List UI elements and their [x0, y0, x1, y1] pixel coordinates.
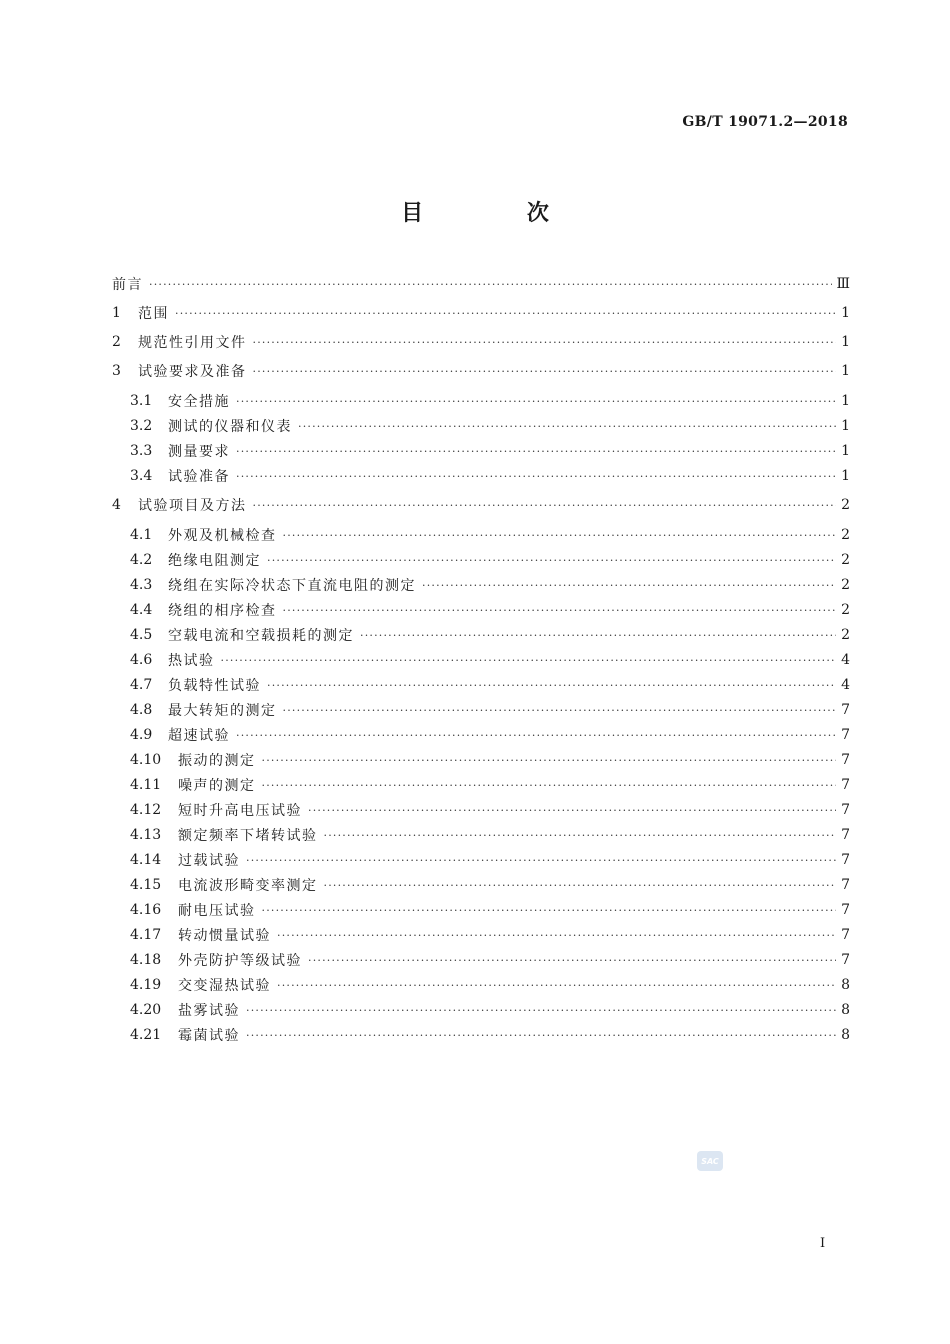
toc-entry-page: 7 [841, 952, 850, 968]
toc-entry-page: 2 [841, 602, 850, 618]
toc-entry-number: 4.3 [130, 577, 153, 593]
toc-entry-page: 2 [841, 552, 850, 568]
toc-entry-number: 3.3 [130, 443, 153, 459]
leader-dots [267, 554, 836, 567]
toc-entry-number: 4.15 [130, 877, 162, 893]
toc-entry-label: 绝缘电阻测定 [168, 553, 261, 569]
toc-entry-label: 盐雾试验 [178, 1003, 240, 1019]
toc-entry-page: 2 [841, 497, 850, 513]
toc-entry-page: Ⅲ [836, 276, 850, 292]
toc-entry[interactable] [112, 599, 850, 621]
toc-entry-number: 3.4 [130, 468, 153, 484]
leader-dots [253, 499, 837, 512]
toc-entry[interactable] [112, 999, 850, 1021]
toc-entry-page: 1 [841, 418, 850, 434]
leader-dots [253, 365, 837, 378]
toc-entry[interactable] [112, 674, 850, 696]
toc-entry-number: 4.19 [130, 977, 162, 993]
toc-entry[interactable] [112, 302, 850, 324]
toc-entry-page: 7 [841, 877, 850, 893]
toc-entry-number: 4.10 [130, 752, 162, 768]
toc-entry-label: 规范性引用文件 [138, 335, 247, 351]
leader-dots [308, 954, 836, 967]
toc-entry-label: 耐电压试验 [178, 903, 256, 919]
toc-entry[interactable] [112, 415, 850, 437]
toc-entry[interactable] [112, 549, 850, 571]
toc-entry-label: 噪声的测定 [178, 778, 256, 794]
toc-entry[interactable] [112, 974, 850, 996]
toc-entry-label: 短时升高电压试验 [178, 803, 302, 819]
toc-entry-page: 1 [841, 468, 850, 484]
toc-entry[interactable] [112, 649, 850, 671]
toc-entry[interactable] [112, 899, 850, 921]
leader-dots [277, 979, 836, 992]
toc-entry[interactable] [112, 360, 850, 382]
toc-entry-label: 振动的测定 [178, 753, 256, 769]
toc-entry-number: 4.7 [130, 677, 153, 693]
toc-entry-number: 4 [112, 497, 121, 513]
toc-entry-number: 4.8 [130, 702, 153, 718]
leader-dots [267, 679, 836, 692]
toc-entry-label: 霉菌试验 [178, 1028, 240, 1044]
toc-entry-number: 4.12 [130, 802, 162, 818]
toc-entry[interactable] [112, 824, 850, 846]
toc-entry-page: 7 [841, 752, 850, 768]
toc-entry[interactable] [112, 465, 850, 487]
toc-entry-number: 4.13 [130, 827, 162, 843]
toc-entry[interactable] [112, 574, 850, 596]
toc-entry-page: 7 [841, 902, 850, 918]
toc-entry-number: 4.11 [130, 777, 162, 793]
toc-entry-label: 空载电流和空载损耗的测定 [168, 628, 354, 644]
leader-dots [298, 420, 836, 433]
leader-dots [283, 704, 837, 717]
leader-dots [246, 1004, 836, 1017]
toc-entry-label: 热试验 [168, 653, 215, 669]
toc-entry-number: 4.18 [130, 952, 162, 968]
toc-entry-number: 2 [112, 334, 121, 350]
toc-entry-number: 4.2 [130, 552, 153, 568]
toc-entry-page: 8 [841, 977, 850, 993]
toc-entry-page: 2 [841, 577, 850, 593]
leader-dots [422, 579, 836, 592]
toc-entry-page: 2 [841, 627, 850, 643]
toc-entry-page: 1 [841, 334, 850, 350]
page-number: Ⅰ [820, 1236, 826, 1251]
toc-entry-label: 外观及机械检查 [168, 528, 277, 544]
toc-entry-number: 1 [112, 305, 121, 321]
toc-entry[interactable] [112, 524, 850, 546]
toc-entry-page: 1 [841, 393, 850, 409]
leader-dots [262, 754, 837, 767]
leader-dots [175, 307, 836, 320]
toc-entry[interactable] [112, 273, 850, 295]
toc-entry-label: 试验项目及方法 [138, 498, 247, 514]
toc-entry-number: 4.5 [130, 627, 153, 643]
toc-entry[interactable] [112, 331, 850, 353]
toc-entry[interactable] [112, 849, 850, 871]
leader-dots [262, 779, 837, 792]
standard-code: GB/T 19071.2—2018 [682, 114, 848, 130]
leader-dots [253, 336, 837, 349]
toc-entry-number: 4.9 [130, 727, 153, 743]
page-title: 目 次 [401, 200, 597, 226]
toc-entry-label: 额定频率下堵转试验 [178, 828, 318, 844]
toc-entry[interactable] [112, 624, 850, 646]
toc-entry-number: 4.20 [130, 1002, 162, 1018]
toc-entry-label: 绕组在实际冷状态下直流电阻的测定 [168, 578, 416, 594]
toc-entry[interactable] [112, 1024, 850, 1046]
leader-dots [236, 729, 836, 742]
toc-entry[interactable] [112, 440, 850, 462]
leader-dots [360, 629, 836, 642]
toc-entry-number: 4.14 [130, 852, 162, 868]
toc-entry-label: 安全措施 [168, 394, 230, 410]
toc-entry-label: 试验准备 [168, 469, 230, 485]
toc-entry-label: 转动惯量试验 [178, 928, 271, 944]
toc-entry[interactable] [112, 699, 850, 721]
toc-entry[interactable] [112, 949, 850, 971]
toc-entry-number: 3 [112, 363, 121, 379]
toc-entry-label: 超速试验 [168, 728, 230, 744]
leader-dots [324, 829, 837, 842]
toc-entry-label: 过载试验 [178, 853, 240, 869]
toc-entry[interactable] [112, 724, 850, 746]
toc-entry-number: 3.2 [130, 418, 153, 434]
leader-dots [236, 470, 836, 483]
leader-dots [324, 879, 837, 892]
leader-dots [308, 804, 836, 817]
toc-entry-page: 7 [841, 827, 850, 843]
leader-dots [236, 395, 836, 408]
toc-entry-page: 1 [841, 363, 850, 379]
toc-entry-number: 3.1 [130, 393, 153, 409]
toc-entry-page: 7 [841, 727, 850, 743]
leader-dots [283, 529, 837, 542]
toc-entry-label: 范围 [138, 306, 169, 322]
toc-entry-page: 4 [841, 652, 850, 668]
toc-entry-number: 4.16 [130, 902, 162, 918]
leader-dots [149, 278, 832, 291]
toc-entry-page: 7 [841, 852, 850, 868]
toc-entry-label: 试验要求及准备 [138, 364, 247, 380]
toc-entry[interactable] [112, 874, 850, 896]
toc-entry-number: 4.6 [130, 652, 153, 668]
toc-entry-label: 外壳防护等级试验 [178, 953, 302, 969]
toc-entry-page: 1 [841, 443, 850, 459]
toc-entry-label: 最大转矩的测定 [168, 703, 277, 719]
toc-entry-page: 7 [841, 702, 850, 718]
toc-entry[interactable] [112, 774, 850, 796]
leader-dots [246, 1029, 836, 1042]
toc-entry-page: 7 [841, 777, 850, 793]
leader-dots [221, 654, 837, 667]
sac-watermark-logo: SAC [697, 1151, 723, 1171]
toc-entry[interactable] [112, 799, 850, 821]
toc-entry-label: 测量要求 [168, 444, 230, 460]
toc-entry-page: 7 [841, 927, 850, 943]
toc-entry-number: 4.4 [130, 602, 153, 618]
leader-dots [246, 854, 836, 867]
toc-entry-label: 电流波形畸变率测定 [178, 878, 318, 894]
toc-entry[interactable] [112, 749, 850, 771]
toc-entry-page: 8 [841, 1027, 850, 1043]
toc-entry[interactable] [112, 390, 850, 412]
toc-entry-label: 绕组的相序检查 [168, 603, 277, 619]
toc-entry-page: 1 [841, 305, 850, 321]
leader-dots [236, 445, 836, 458]
toc-entry-page: 8 [841, 1002, 850, 1018]
toc-entry-page: 7 [841, 802, 850, 818]
toc-entry-number: 4.1 [130, 527, 153, 543]
toc-entry-page: 4 [841, 677, 850, 693]
toc-entry-label: 前言 [112, 277, 143, 293]
toc-entry-number: 4.21 [130, 1027, 162, 1043]
toc-entry-page: 2 [841, 527, 850, 543]
leader-dots [283, 604, 837, 617]
toc-entry-label: 负载特性试验 [168, 678, 261, 694]
toc-entry[interactable] [112, 924, 850, 946]
toc-entry-label: 测试的仪器和仪表 [168, 419, 292, 435]
toc-entry-label: 交变湿热试验 [178, 978, 271, 994]
leader-dots [277, 929, 836, 942]
toc-entry-number: 4.17 [130, 927, 162, 943]
leader-dots [262, 904, 837, 917]
toc-entry[interactable] [112, 494, 850, 516]
